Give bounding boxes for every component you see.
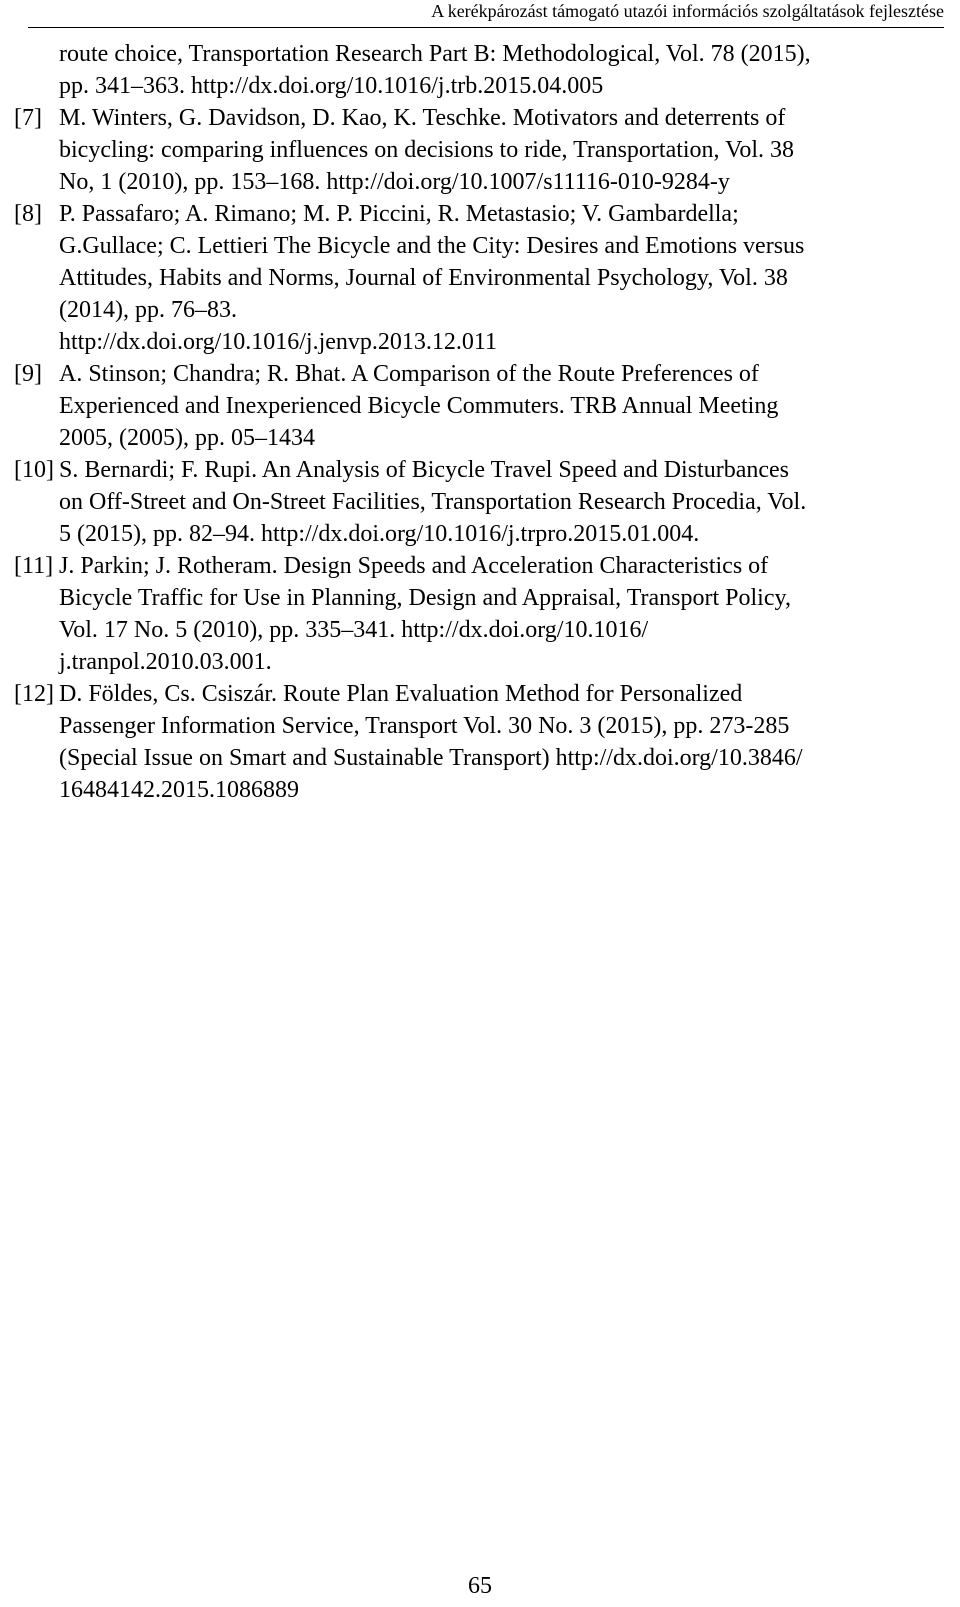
reference-text-line: Experienced and Inexperienced Bicycle Commuters. TRB Annual Meeting	[59, 393, 779, 419]
reference-number: [7]	[14, 105, 42, 131]
reference-text-line: bicycling: comparing influences on decisions to ride, Transportation, Vol. 38	[59, 137, 795, 163]
reference-number: [12]	[14, 681, 54, 707]
reference-number: [9]	[14, 361, 42, 387]
reference-text-line: A. Stinson; Chandra; R. Bhat. A Comparison of the Route Preferences of	[59, 361, 759, 387]
reference-entry	[14, 38, 914, 102]
reference-entry	[14, 550, 914, 678]
reference-text-line: P. Passafaro; A. Rimano; M. P. Piccini, R. Metastasio; V. Gambardella;	[59, 201, 739, 227]
reference-list	[14, 38, 914, 806]
reference-text-line: (Special Issue on Smart and Sustainable Transport) http://dx.doi.org/10.3846/	[59, 745, 803, 771]
reference-text-line: G.Gullace; C. Lettieri The Bicycle and the City: Desires and Emotions versus	[59, 233, 805, 259]
reference-text-line: pp. 341–363. http://dx.doi.org/10.1016/j.trb.2015.04.005	[59, 73, 604, 99]
reference-text-line: J. Parkin; J. Rotheram. Design Speeds and Acceleration Characteristics of	[59, 553, 769, 579]
reference-text-line: 2005, (2005), pp. 05–1434	[59, 425, 315, 451]
reference-text-line: Passenger Information Service, Transport Vol. 30 No. 3 (2015), pp. 273-285	[59, 713, 790, 739]
reference-entry	[14, 454, 914, 550]
reference-text-line: D. Földes, Cs. Csiszár. Route Plan Evaluation Method for Personalized	[59, 681, 743, 707]
reference-entry	[14, 678, 914, 806]
page-number: 65	[468, 1573, 492, 1599]
reference-text-line: M. Winters, G. Davidson, D. Kao, K. Teschke. Motivators and deterrents of	[59, 105, 786, 131]
reference-text-line: route choice, Transportation Research Part B: Methodological, Vol. 78 (2015),	[59, 41, 811, 67]
reference-number: [8]	[14, 201, 42, 227]
reference-text-line: 16484142.2015.1086889	[59, 777, 299, 803]
reference-text-line: on Off-Street and On-Street Facilities, Transportation Research Procedia, Vol.	[59, 489, 807, 515]
reference-entry	[14, 102, 914, 198]
header-divider	[28, 27, 944, 28]
reference-text-line: Vol. 17 No. 5 (2010), pp. 335–341. http://dx.doi.org/10.1016/	[59, 617, 649, 643]
running-header-title: A kerékpározást támogató utazói információs szolgáltatások fejlesztése	[431, 1, 944, 21]
reference-text-line: S. Bernardi; F. Rupi. An Analysis of Bicycle Travel Speed and Disturbances	[59, 457, 790, 483]
reference-text-line: No, 1 (2010), pp. 153–168. http://doi.org/10.1007/s11116-010-9284-y	[59, 169, 730, 195]
reference-number: [11]	[14, 553, 54, 579]
reference-text-line: j.tranpol.2010.03.001.	[59, 649, 272, 675]
reference-entry	[14, 198, 914, 358]
reference-text-line: http://dx.doi.org/10.1016/j.jenvp.2013.12.011	[59, 329, 497, 355]
reference-text-line: Attitudes, Habits and Norms, Journal of Environmental Psychology, Vol. 38	[59, 265, 788, 291]
reference-number: [10]	[14, 457, 54, 483]
reference-text-line: Bicycle Traffic for Use in Planning, Design and Appraisal, Transport Policy,	[59, 585, 791, 611]
reference-text-line: 5 (2015), pp. 82–94. http://dx.doi.org/10.1016/j.trpro.2015.01.004.	[59, 521, 700, 547]
reference-text-line: (2014), pp. 76–83.	[59, 297, 237, 323]
reference-entry	[14, 358, 914, 454]
